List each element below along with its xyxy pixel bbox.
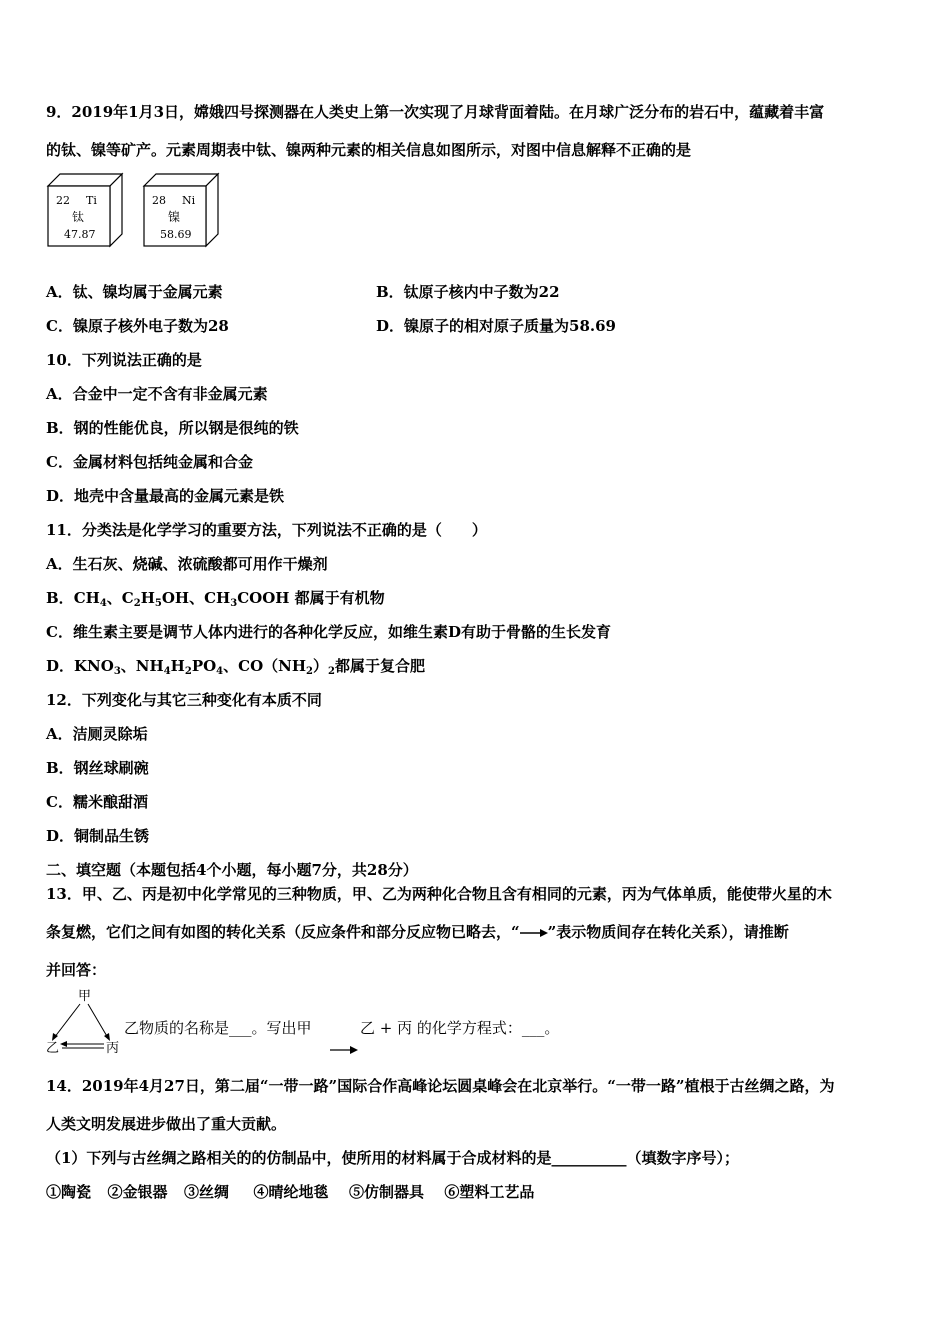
q14-item: ③丝绸 <box>183 1183 229 1201</box>
ni-symbol: Ni <box>182 194 196 207</box>
conversion-diagram <box>42 986 126 1058</box>
q13-stem-line3: 并回答： <box>46 961 107 979</box>
node-bing: 丙 <box>106 1041 120 1056</box>
q14-items <box>46 1182 534 1202</box>
section-2-heading: 二、填空题（本题包括4个小题，每小题7分，共28分） <box>46 861 418 879</box>
ni-atomic-number: 28 <box>152 194 166 207</box>
q10-stem: 10．下列说法正确的是 <box>46 351 202 369</box>
q13-stem-line1: 13．甲、乙、丙是初中化学常见的三种物质，甲、乙为两种化合物且含有相同的元素，丙为气体单质，能使带火星的木 <box>46 885 832 903</box>
q11-option-b: B．$CH_4$、$C_2H_5OH$、$CH_3COOH$ 都属于有机物 <box>46 589 385 609</box>
arrow-icon <box>520 923 548 943</box>
q10-option-d: D．地壳中含量最高的金属元素是铁 <box>46 487 285 505</box>
q11-stem: 11．分类法是化学学习的重要方法，下列说法不正确的是（ ） <box>46 521 487 539</box>
ti-atomic-number: 22 <box>56 194 70 207</box>
ti-name: 钛 <box>72 210 85 224</box>
q13-stem-line2: 条复燃，它们之间有如图的转化关系（反应条件和部分反应物已略去，“ ”表示物质间存在转化关系），请推断 <box>46 923 789 941</box>
node-jia: 甲 <box>78 989 92 1004</box>
ni-atomic-mass: 58.69 <box>160 228 192 241</box>
q12-option-c: C．糯米酿甜酒 <box>46 793 148 811</box>
q14-item: ⑥塑料工艺品 <box>444 1183 535 1201</box>
q9-option-c: C．镍原子核外电子数为28 <box>46 317 229 335</box>
q14-stem-line2: 人类文明发展进步做出了重大贡献。 <box>46 1115 287 1133</box>
nickel-element-cell <box>142 172 222 248</box>
q9-option-d: D．镍原子的相对原子质量为58.69 <box>376 317 616 335</box>
q14-item: ⑤仿制器具 <box>348 1183 424 1201</box>
q11-option-d: D．$KNO_3$、$NH_4H_2PO_4$、$CO(NH_2)_2$都属于复合肥 <box>46 657 425 677</box>
q11-option-c: C．维生素主要是调节人体内进行的各种化学反应，如维生素D有助于骨骼的生长发育 <box>46 623 611 641</box>
q13-question-part1: 乙物质的名称是___。写出甲 <box>124 1019 312 1037</box>
q14-item: ①陶瓷 <box>46 1183 92 1201</box>
q9-option-b: B．钛原子核内中子数为22 <box>376 283 560 301</box>
q12-stem: 12．下列变化与其它三种变化有本质不同 <box>46 691 322 709</box>
q14-item: ④晴纶地毯 <box>253 1183 329 1201</box>
reaction-arrow-icon <box>330 1040 358 1059</box>
q11-option-a: A．生石灰、烧碱、浓硫酸都可用作干燥剂 <box>46 555 328 573</box>
q14-stem-line1: 14．2019年4月27日，第二届“一带一路”国际合作高峰论坛圆桌峰会在北京举行。“一带一路”植根于古丝绸之路，为 <box>46 1077 835 1095</box>
q12-option-b: B．钢丝球刷碗 <box>46 759 149 777</box>
ti-symbol: Ti <box>86 194 97 207</box>
ti-atomic-mass: 47.87 <box>64 228 96 241</box>
q10-option-b: B．钢的性能优良，所以钢是很纯的铁 <box>46 419 299 437</box>
q9-stem-line2: 的钛、镍等矿产。元素周期表中钛、镍两种元素的相关信息如图所示，对图中信息解释不正确的是 <box>46 141 692 159</box>
q12-option-a: A．洁厕灵除垢 <box>46 725 148 743</box>
q10-option-c: C．金属材料包括纯金属和合金 <box>46 453 253 471</box>
q10-option-a: A．合金中一定不含有非金属元素 <box>46 385 268 403</box>
q14-item: ②金银器 <box>107 1183 168 1201</box>
q14-sub1: （1）下列与古丝绸之路相关的的仿制品中，使所用的材料属于合成材料的是__________（填数字序号）； <box>46 1149 739 1167</box>
titanium-element-cell <box>46 172 126 248</box>
ni-name: 镍 <box>168 210 181 224</box>
node-yi: 乙 <box>46 1041 60 1056</box>
q9-stem-line1: 9．2019年1月3日，嫦娥四号探测器在人类史上第一次实现了月球背面着陆。在月球广泛分布的岩石中，蕴藏着丰富 <box>46 103 825 121</box>
q13-question-part2: 乙 + 丙 的化学方程式：___。 <box>360 1019 560 1037</box>
q12-option-d: D．铜制品生锈 <box>46 827 150 845</box>
q9-option-a: A．钛、镍均属于金属元素 <box>46 283 223 301</box>
